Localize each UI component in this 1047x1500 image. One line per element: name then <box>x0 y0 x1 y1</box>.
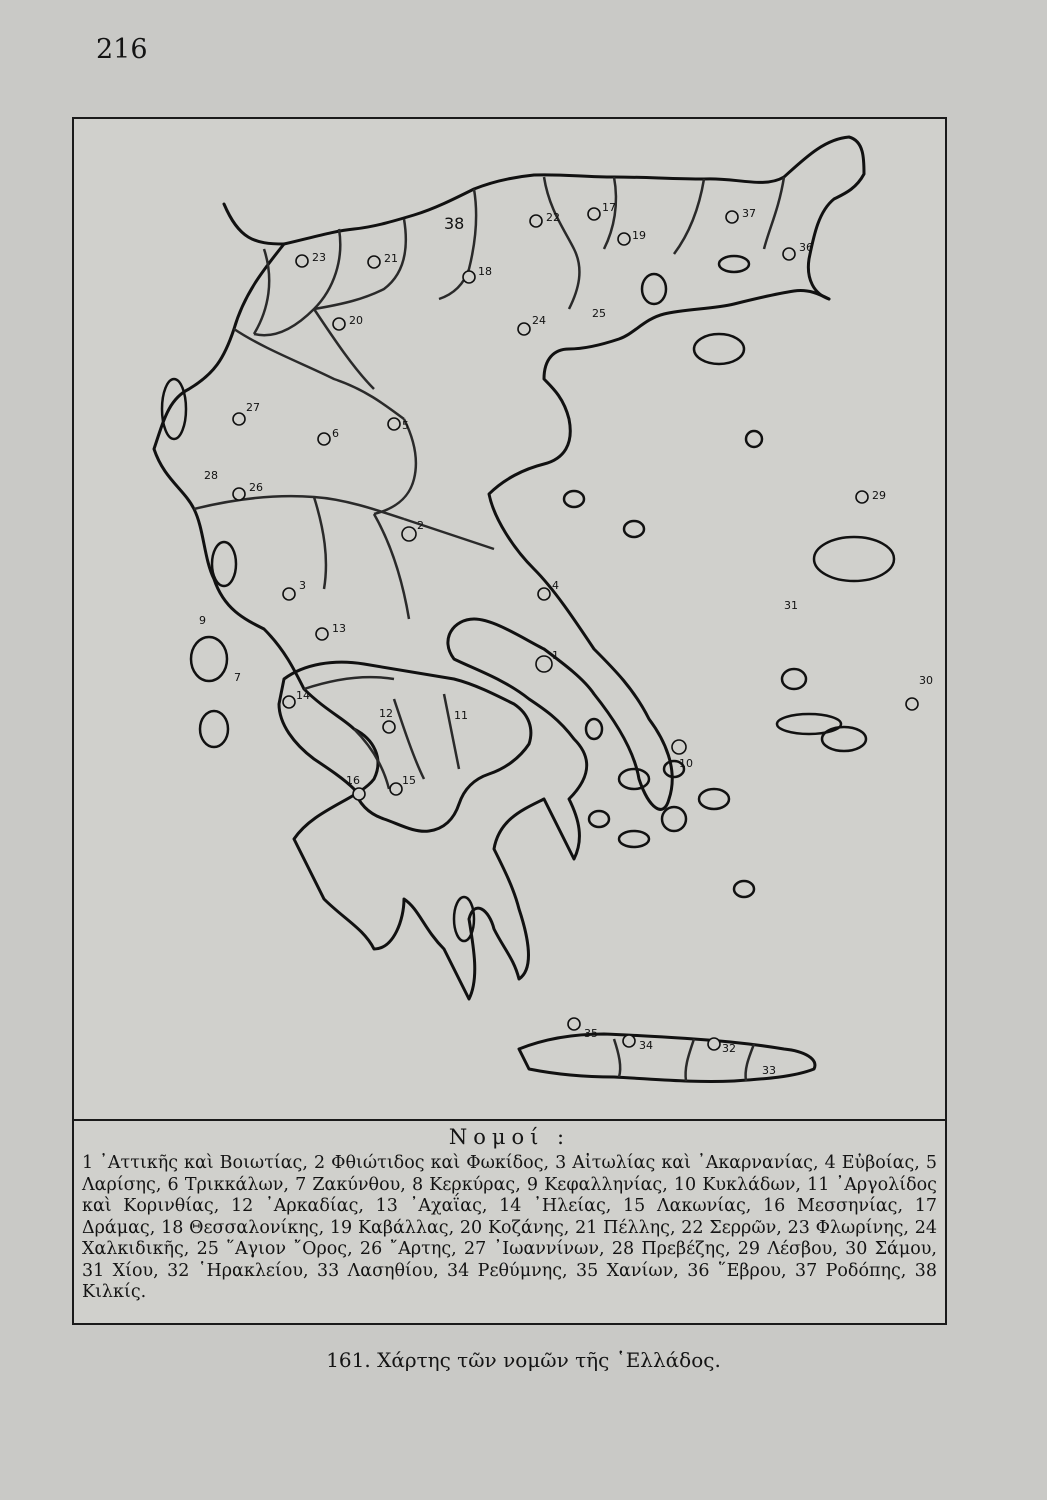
legend-text: 1 ᾿Αττικῆς καὶ Βοιωτίας, 2 Φθιώτιδος καὶ Φωκίδος, 3 Αἰτωλίας καὶ ᾿Ακαρνανίας, 4 Εὐβοίας, 5 Λαρίσης, 6 Τρικκάλων, 7 Ζακύνθου, 8 Κερκύρας, 9 Κεφαλληνίας, 10 Κυκλάδων, 11 ᾿Αργολίδος καὶ Κορινθίας, 12 ᾿Αρκαδίας, 13 ᾿Αχαΐας, 14 ᾿Ηλείας, 15 Λακωνίας, 16 Μεσσηνίας, 17 Δράμας, 18 Θεσσαλονίκης, 19 Καβάλλας, 20 Κοζάνης, 21 Πέλλης, 22 Σερρῶν, 23 Φλωρίνης, 24 Χαλκιδικῆς, 25 ῞Αγιον ῎Ορος, 26 ῎Αρτης, 27 ᾿Ιωαννίνων, 28 Πρεβέζης, 29 Λέσβου, 30 Σάμου, 31 Χίου, 32 ῾Ηρακλείου, 33 Λασηθίου, 34 Ρεθύμνης, 35 Χανίων, 36 ῞Εβρου, 37 Ροδόπης, 38 Κιλκίς. <box>82 1153 937 1302</box>
map-label-29: 29 <box>872 489 886 502</box>
map-label-32: 32 <box>722 1042 736 1055</box>
figure-caption: 161. Χάρτης τῶν νομῶν τῆς ῾Ελλάδος. <box>326 1348 721 1372</box>
map-label-31: 31 <box>784 599 798 612</box>
page-number: 216 <box>96 34 148 65</box>
map-frame <box>72 117 947 1325</box>
prefecture-labels <box>199 201 933 1077</box>
map-label-7: 7 <box>234 671 241 684</box>
map-label-4: 4 <box>552 579 559 592</box>
map-label-30: 30 <box>919 674 933 687</box>
map-label-19: 19 <box>632 229 646 242</box>
legend <box>74 1125 945 1304</box>
map-label-9: 9 <box>199 614 206 627</box>
greece-prefectures-map <box>74 119 945 1119</box>
peloponnese-coast <box>279 662 531 831</box>
map-label-17: 17 <box>602 201 616 214</box>
map-label-11: 11 <box>454 709 468 722</box>
map-label-37: 37 <box>742 207 756 220</box>
map-label-14: 14 <box>296 689 310 702</box>
map-label-26: 26 <box>249 481 263 494</box>
map-label-5: 5 <box>402 419 409 432</box>
mainland-coast <box>154 244 829 999</box>
map-label-15: 15 <box>402 774 416 787</box>
map-label-25: 25 <box>592 307 606 320</box>
map-label-27: 27 <box>246 401 260 414</box>
map-label-6: 6 <box>332 427 339 440</box>
map-label-35: 35 <box>584 1027 598 1040</box>
map-label-12: 12 <box>379 707 393 720</box>
map-label-2: 2 <box>417 519 424 532</box>
northern-border <box>224 137 864 299</box>
map-label-36: 36 <box>799 241 813 254</box>
map-label-23: 23 <box>312 251 326 264</box>
map-label-3: 3 <box>299 579 306 592</box>
prefecture-borders <box>194 177 784 1081</box>
map-label-33: 33 <box>762 1064 776 1077</box>
legend-title: Νομοί : <box>448 1125 571 1149</box>
map-label-21: 21 <box>384 252 398 265</box>
map-label-10: 10 <box>679 757 693 770</box>
map-label-28: 28 <box>204 469 218 482</box>
legend-divider <box>74 1119 945 1121</box>
map-label-34: 34 <box>639 1039 653 1052</box>
map-label-1: 1 <box>552 649 559 662</box>
map-label-13: 13 <box>332 622 346 635</box>
map-label-22: 22 <box>546 211 560 224</box>
map-label-38: 38 <box>444 214 465 233</box>
map-label-16: 16 <box>346 774 360 787</box>
map-label-24: 24 <box>532 314 546 327</box>
map-label-18: 18 <box>478 265 492 278</box>
map-label-20: 20 <box>349 314 363 327</box>
